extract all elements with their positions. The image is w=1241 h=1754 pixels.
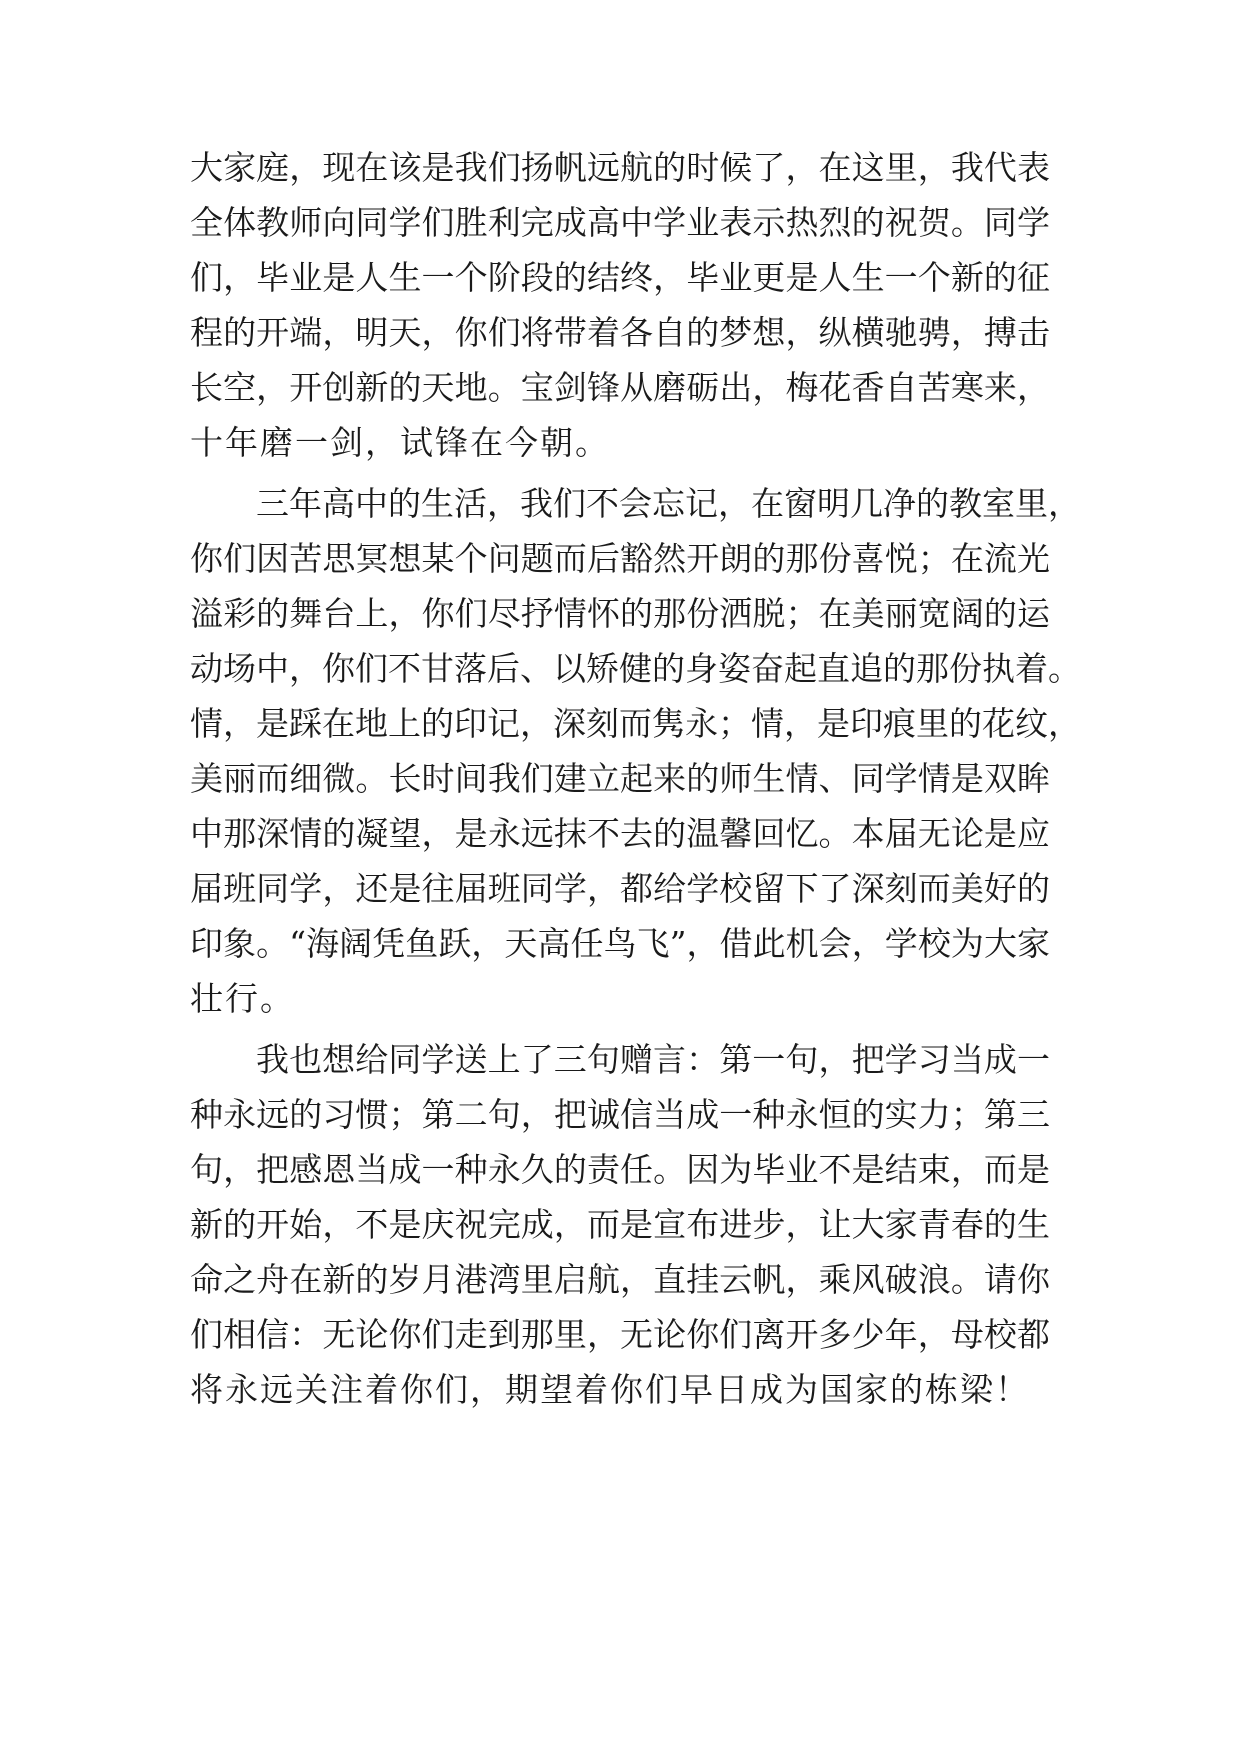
paragraph-1-line-3: 们，毕业是人生一个阶段的结终，毕业更是人生一个新的征 [190, 258, 1050, 297]
paragraph-2-line-10: 壮行。 [190, 979, 295, 1018]
paragraph-2-line-5: 情，是踩在地上的印记，深刻而隽永；情，是印痕里的花纹， [190, 704, 1081, 743]
paragraph-2-line-9: 印象。“海阔凭鱼跃，天高任鸟飞”，借此机会，学校为大家 [190, 924, 1050, 963]
paragraph-3-line-4: 新的开始，不是庆祝完成，而是宣布进步，让大家青春的生 [190, 1205, 1050, 1244]
paragraph-3-line-2: 种永远的习惯；第二句，把诚信当成一种永恒的实力；第三 [190, 1095, 1050, 1134]
paragraph-2-line-6: 美丽而细微。长时间我们建立起来的师生情、同学情是双眸 [190, 759, 1050, 798]
paragraph-1-line-2: 全体教师向同学们胜利完成高中学业表示热烈的祝贺。同学 [190, 203, 1050, 242]
paragraph-3-line-5: 命之舟在新的岁月港湾里启航，直挂云帆，乘风破浪。请你 [190, 1260, 1050, 1299]
paragraph-1-line-4: 程的开端，明天，你们将带着各自的梦想，纵横驰骋，搏击 [190, 313, 1050, 352]
paragraph-2-line-3: 溢彩的舞台上，你们尽抒情怀的那份洒脱；在美丽宽阔的运 [190, 594, 1050, 633]
paragraph-2-line-2: 你们因苦思冥想某个问题而后豁然开朗的那份喜悦；在流光 [190, 539, 1050, 578]
paragraph-3-line-3: 句，把感恩当成一种永久的责任。因为毕业不是结束，而是 [190, 1150, 1050, 1189]
paragraph-2-line-1: 三年高中的生活，我们不会忘记，在窗明几净的教室里， [256, 484, 1081, 523]
paragraph-3-line-1: 我也想给同学送上了三句赠言：第一句，把学习当成一 [256, 1040, 1050, 1079]
paragraph-2-line-4: 动场中，你们不甘落后、以矫健的身姿奋起直追的那份执着。 [190, 649, 1081, 688]
paragraph-2-line-7: 中那深情的凝望，是永远抹不去的温馨回忆。本届无论是应 [190, 814, 1050, 853]
paragraph-3-line-7: 将永远关注着你们，期望着你们早日成为国家的栋梁！ [190, 1370, 1030, 1409]
paragraph-1-line-5: 长空，开创新的天地。宝剑锋从磨砺出，梅花香自苦寒来， [190, 368, 1050, 407]
paragraph-1-line-6: 十年磨一剑，试锋在今朝。 [190, 423, 610, 462]
paragraph-1-line-1: 大家庭，现在该是我们扬帆远航的时候了，在这里，我代表 [190, 148, 1050, 187]
paragraph-3-line-6: 们相信：无论你们走到那里，无论你们离开多少年，母校都 [190, 1315, 1050, 1354]
paragraph-2-line-8: 届班同学，还是往届班同学，都给学校留下了深刻而美好的 [190, 869, 1050, 908]
